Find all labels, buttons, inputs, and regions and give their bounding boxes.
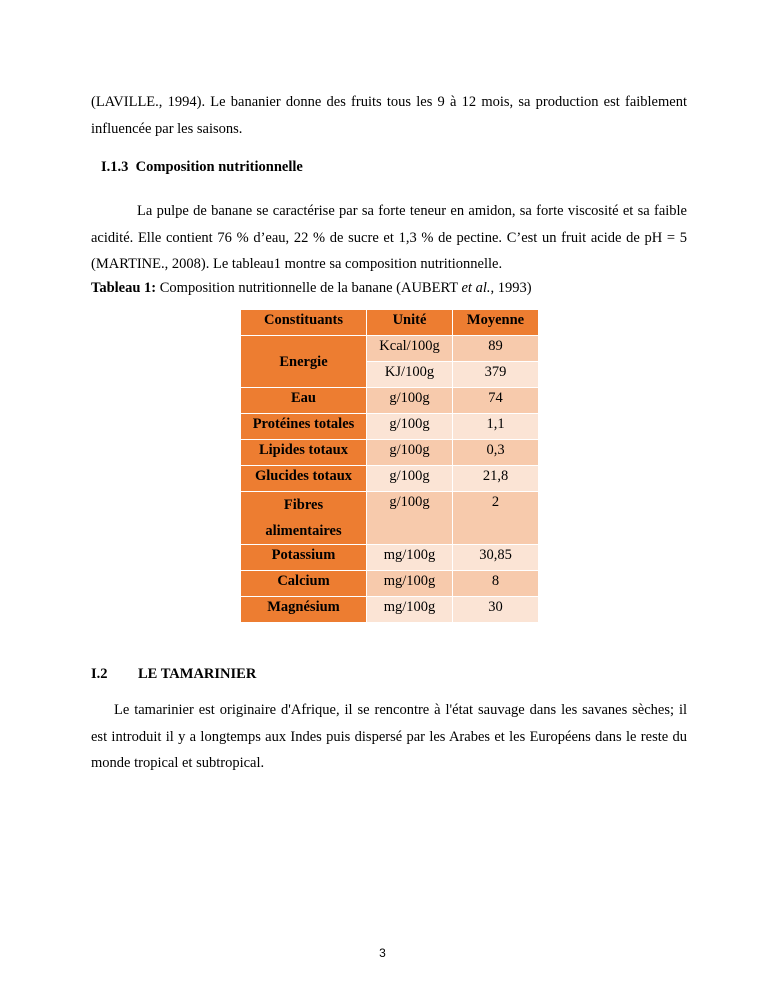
section-title: LE TAMARINIER bbox=[138, 666, 257, 682]
cell-unit: g/100g bbox=[367, 492, 453, 545]
section-title: Composition nutritionnelle bbox=[135, 159, 303, 175]
paragraph-pulpe: La pulpe de banane se caractérise par sa forte teneur en amidon, sa forte viscosité et sa faible acidité. Elle contient 76 % d’eau, 22 % de sucre et 1,3 % de pectine. C’est un fruit acide de pH = 5 (MARTINE., 2008). Le tableau1 montre sa composition nutritionnelle. bbox=[91, 203, 687, 272]
cell-constituant: Magnésium bbox=[241, 597, 367, 623]
cell-value: 0,3 bbox=[453, 440, 539, 466]
paragraph-tamarinier: Le tamarinier est originaire d'Afrique, il se rencontre à l'état sauvage dans les savanes sèches; il est introduit il y a longtemps aux Indes puis dispersé par les Arabes et les Européens dans le reste du monde tropical et subtropical. bbox=[91, 702, 687, 771]
cell-value: 379 bbox=[453, 362, 539, 388]
cell-unit: mg/100g bbox=[367, 571, 453, 597]
cell-unit: g/100g bbox=[367, 388, 453, 414]
table-row bbox=[241, 388, 539, 414]
section-heading-1-2 bbox=[91, 666, 257, 683]
header-constituants: Constituants bbox=[241, 310, 367, 336]
section-number: I.2 bbox=[91, 666, 108, 682]
table-header-row bbox=[241, 310, 539, 336]
table-row bbox=[241, 492, 539, 545]
cell-unit: g/100g bbox=[367, 440, 453, 466]
cell-value: 30 bbox=[453, 597, 539, 623]
page-number: 3 bbox=[379, 946, 386, 960]
section-number: I.1.3 bbox=[101, 159, 129, 175]
cell-value: 89 bbox=[453, 336, 539, 362]
header-unite: Unité bbox=[367, 310, 453, 336]
cell-constituant: Potassium bbox=[241, 545, 367, 571]
caption-tail: , 1993) bbox=[490, 280, 532, 296]
table-row bbox=[241, 571, 539, 597]
header-moyenne: Moyenne bbox=[453, 310, 539, 336]
cell-constituant: Eau bbox=[241, 388, 367, 414]
table-row bbox=[241, 466, 539, 492]
cell-constituant: Protéines totales bbox=[241, 414, 367, 440]
table-row bbox=[241, 545, 539, 571]
paragraph-intro: (LAVILLE., 1994). Le bananier donne des fruits tous les 9 à 12 mois, sa production est faiblement influencée par les saisons. bbox=[91, 94, 687, 137]
table-row bbox=[241, 597, 539, 623]
caption-etal: et al. bbox=[461, 280, 491, 296]
cell-unit: g/100g bbox=[367, 414, 453, 440]
cell-constituant: Calcium bbox=[241, 571, 367, 597]
cell-unit: mg/100g bbox=[367, 545, 453, 571]
cell-value: 30,85 bbox=[453, 545, 539, 571]
cell-value: 2 bbox=[453, 492, 539, 545]
cell-value: 21,8 bbox=[453, 466, 539, 492]
cell-constituant: Glucides totaux bbox=[241, 466, 367, 492]
table-row bbox=[241, 336, 539, 362]
table-caption bbox=[91, 280, 532, 297]
nutrition-table bbox=[240, 309, 539, 623]
cell-unit: Kcal/100g bbox=[367, 336, 453, 362]
cell-unit: g/100g bbox=[367, 466, 453, 492]
cell-unit: KJ/100g bbox=[367, 362, 453, 388]
cell-constituant: Energie bbox=[241, 336, 367, 388]
cell-value: 1,1 bbox=[453, 414, 539, 440]
section-heading-1-1-3 bbox=[101, 159, 303, 176]
cell-value: 8 bbox=[453, 571, 539, 597]
table-row bbox=[241, 440, 539, 466]
cell-constituant: Fibres alimentaires bbox=[241, 492, 367, 545]
caption-text: Composition nutritionnelle de la banane (AUBERT bbox=[156, 280, 462, 296]
cell-constituant: Lipides totaux bbox=[241, 440, 367, 466]
cell-unit: mg/100g bbox=[367, 597, 453, 623]
table-row bbox=[241, 414, 539, 440]
caption-label: Tableau 1: bbox=[91, 280, 157, 296]
cell-value: 74 bbox=[453, 388, 539, 414]
